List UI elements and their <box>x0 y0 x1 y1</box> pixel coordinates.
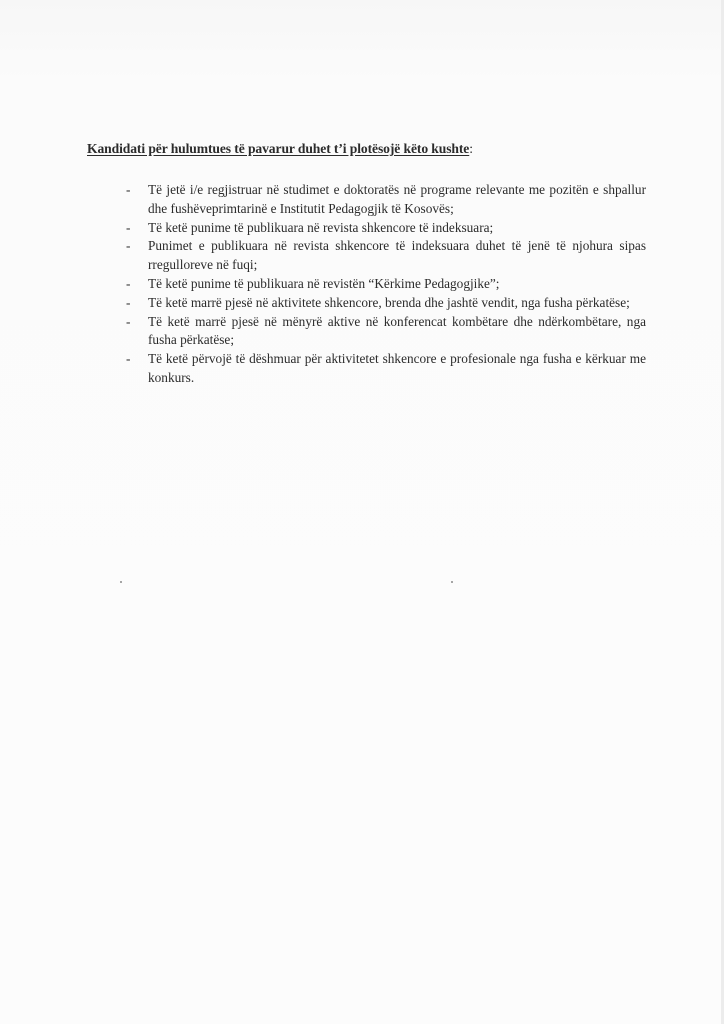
bullet-dash: - <box>126 275 131 291</box>
condition-text: Të jetë i/e regjistruar në studimet e doktoratës në programe relevante me pozitën e shpallur dhe fushëveprimtarinë e Institutit Pedagogjik të Kosovës; <box>148 182 646 216</box>
scan-speck <box>120 581 122 583</box>
condition-text: Të ketë përvojë të dëshmuar për aktivitetet shkencore e profesionale nga fusha e kërkuar me konkurs. <box>148 351 646 385</box>
condition-item <box>126 294 646 313</box>
condition-text: Punimet e publikuara në revista shkencore të indeksuara duhet të jenë të njohura sipas rregulloreve në fuqi; <box>148 238 646 273</box>
conditions-heading-colon: : <box>469 141 473 156</box>
bullet-dash: - <box>126 219 131 235</box>
condition-item <box>126 313 646 351</box>
conditions-list <box>126 181 646 388</box>
condition-text: Të ketë marrë pjesë në mënyrë aktive në konferencat kombëtare dhe ndërkombëtare, nga fusha përkatëse; <box>148 313 646 348</box>
conditions-heading <box>87 141 473 157</box>
bullet-dash: - <box>126 313 131 329</box>
conditions-heading-text: Kandidati për hulumtues të pavarur duhet t’i plotësojë këto kushte <box>87 141 470 156</box>
bullet-dash: - <box>126 182 131 197</box>
condition-item <box>126 181 646 219</box>
condition-item <box>126 350 646 388</box>
condition-text: Të ketë marrë pjesë në aktivitete shkencore, brenda dhe jashtë vendit, nga fusha përkatëse; <box>148 294 630 310</box>
bullet-dash: - <box>126 351 131 367</box>
condition-item <box>126 237 646 275</box>
bullet-dash: - <box>126 294 131 310</box>
condition-text: Të ketë punime të publikuara në revistën “Kërkime Pedagogjike”; <box>148 275 500 291</box>
bullet-dash: - <box>126 238 131 254</box>
condition-text: Të ketë punime të publikuara në revista shkencore të indeksuara; <box>148 219 494 235</box>
condition-item <box>126 275 646 294</box>
condition-item <box>126 219 646 238</box>
scan-speck <box>451 581 453 583</box>
